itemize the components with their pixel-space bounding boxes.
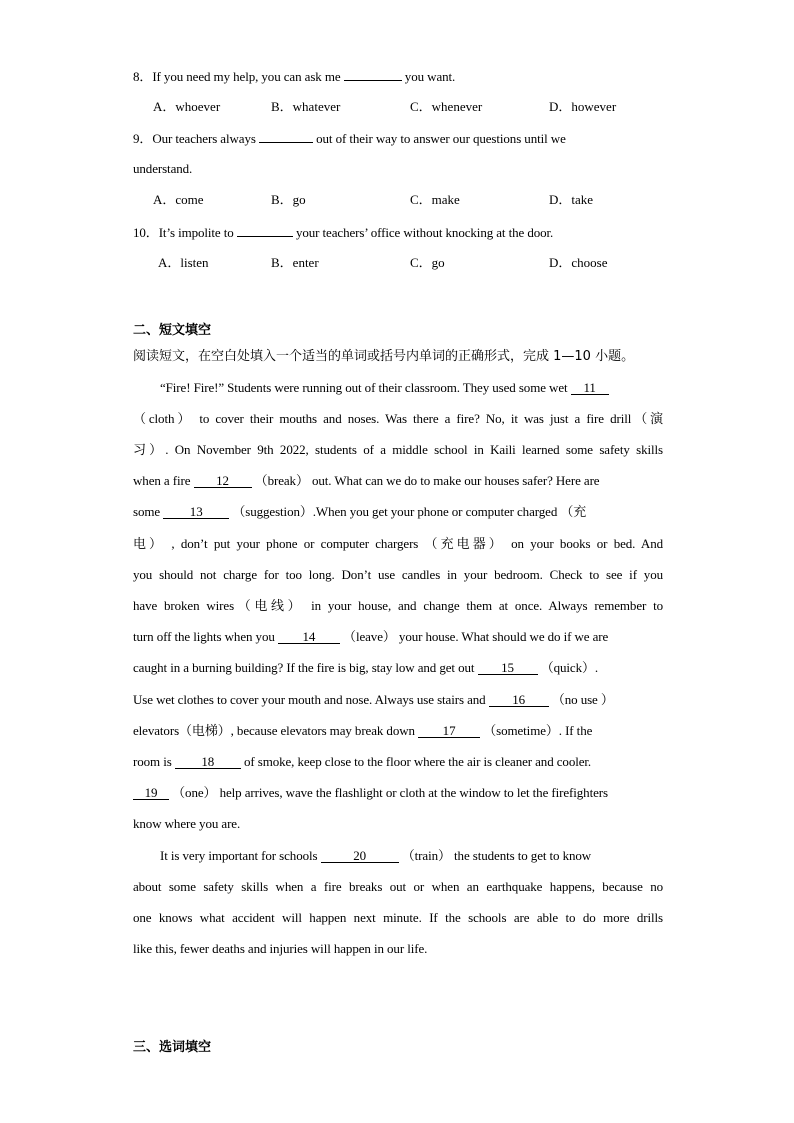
passage-line: like this, fewer deaths and injuries will happen in our life.	[133, 941, 428, 956]
option-c[interactable]: C．whenever	[410, 99, 483, 114]
section-2-title: 二、短文填空	[133, 323, 212, 338]
question-10-options	[0, 255, 794, 271]
passage-text: room is	[133, 754, 175, 769]
question-text: you want.	[401, 69, 456, 84]
section-2-instruction: 阅读短文，在空白处填入一个适当的单词或括号内单词的正确形式，完成 1—10 小题。	[133, 349, 635, 364]
question-9-continued: understand.	[133, 161, 193, 176]
question-10	[133, 224, 663, 241]
passage-line	[133, 660, 663, 676]
option-a[interactable]: A．listen	[158, 255, 209, 270]
option-d[interactable]: D．take	[549, 192, 594, 207]
passage-line: have broken wires（电线） in your house, and change them at once. Always remember to	[133, 598, 663, 613]
passage-text: elevators（电梯）, because elevators may break down	[133, 723, 419, 738]
passage-text: It is very important for schools	[160, 848, 321, 863]
passage-line: about some safety skills when a fire breaks out or when an earthquake happens, because no	[133, 879, 663, 894]
blank-16[interactable]: 16	[489, 693, 549, 707]
question-8-options	[0, 99, 794, 115]
passage-line	[133, 723, 663, 739]
passage-text: Use wet clothes to cover your mouth and nose. Always use stairs and	[133, 692, 489, 707]
blank-17[interactable]: 17	[418, 724, 480, 738]
section-3-title: 三、选词填空	[133, 1040, 212, 1055]
option-a[interactable]: A．come	[153, 192, 204, 207]
question-text: If you need my help, you can ask me	[152, 69, 344, 84]
passage-text: some	[133, 504, 164, 519]
option-c[interactable]: C．go	[410, 255, 445, 270]
blank-12[interactable]: 12	[194, 474, 252, 488]
option-b[interactable]: B．whatever	[271, 99, 341, 114]
blank-14[interactable]: 14	[278, 630, 340, 644]
passage-line	[133, 692, 663, 708]
blank-13[interactable]: 13	[163, 505, 229, 519]
passage-text: （train） the students to get to know	[398, 848, 592, 863]
passage-line	[133, 504, 663, 520]
passage-line	[133, 785, 663, 801]
passage-text: caught in a burning building? If the fire is big, stay low and get out	[133, 660, 478, 675]
question-number: 9．	[133, 131, 153, 146]
blank-11[interactable]: 11	[571, 381, 609, 395]
passage-text: （quick）.	[537, 660, 599, 675]
passage-line	[133, 754, 663, 770]
option-a[interactable]: A．whoever	[153, 99, 221, 114]
passage-line: know where you are.	[133, 816, 241, 831]
question-9	[133, 130, 663, 147]
passage-line: 习）. On November 9th 2022, students of a middle school in Kaili learned some safety skills	[133, 442, 663, 457]
passage-line: 电） , don’t put your phone or computer chargers （充电器） on your books or bed. And	[133, 536, 663, 551]
option-c[interactable]: C．make	[410, 192, 460, 207]
question-text: out of their way to answer our questions until we	[312, 131, 566, 146]
question-9-options	[0, 192, 794, 208]
passage-text: “Fire! Fire!” Students were running out of their classroom. They used some wet	[160, 380, 571, 395]
blank-18[interactable]: 18	[175, 755, 241, 769]
question-number: 8．	[133, 69, 153, 84]
passage-line: （cloth） to cover their mouths and noses. Was there a fire? No, it was just a fire drill（演	[133, 411, 663, 426]
passage-text: （suggestion）.When you get your phone or computer charged （充	[229, 504, 587, 519]
option-b[interactable]: B．go	[271, 192, 306, 207]
passage-text: （no use ）	[548, 692, 614, 707]
passage-line: one knows what accident will happen next minute. If the schools are able to do more drills	[133, 910, 663, 925]
question-text: Our teachers always	[152, 131, 259, 146]
question-text: It’s impolite to	[158, 225, 237, 240]
passage-line	[133, 473, 663, 489]
passage-line	[160, 380, 663, 396]
passage-text: of smoke, keep close to the floor where the air is cleaner and cooler.	[240, 754, 592, 769]
question-text: your teachers’ office without knocking at the door.	[292, 225, 554, 240]
passage-text: （break） out. What can we do to make our houses safer? Here are	[251, 473, 600, 488]
answer-blank	[344, 68, 402, 81]
passage-text: turn off the lights when you	[133, 629, 278, 644]
passage-text: （sometime）. If the	[480, 723, 593, 738]
passage-line	[160, 848, 663, 864]
passage-text: when a fire	[133, 473, 194, 488]
option-d[interactable]: D．choose	[549, 255, 608, 270]
answer-blank	[237, 224, 293, 237]
blank-15[interactable]: 15	[478, 661, 538, 675]
question-8	[133, 68, 663, 85]
passage-line	[133, 629, 663, 645]
passage-text: （leave） your house. What should we do if we are	[339, 629, 609, 644]
passage-line: you should not charge for too long. Don’t use candles in your bedroom. Check to see if you	[133, 567, 663, 582]
option-d[interactable]: D．however	[549, 99, 617, 114]
option-b[interactable]: B．enter	[271, 255, 319, 270]
blank-20[interactable]: 20	[321, 849, 399, 863]
passage-text: （one） help arrives, wave the flashlight or cloth at the window to let the firefighters	[169, 785, 608, 800]
blank-19[interactable]: 19	[133, 786, 169, 800]
question-number: 10．	[133, 225, 159, 240]
answer-blank	[259, 130, 313, 143]
